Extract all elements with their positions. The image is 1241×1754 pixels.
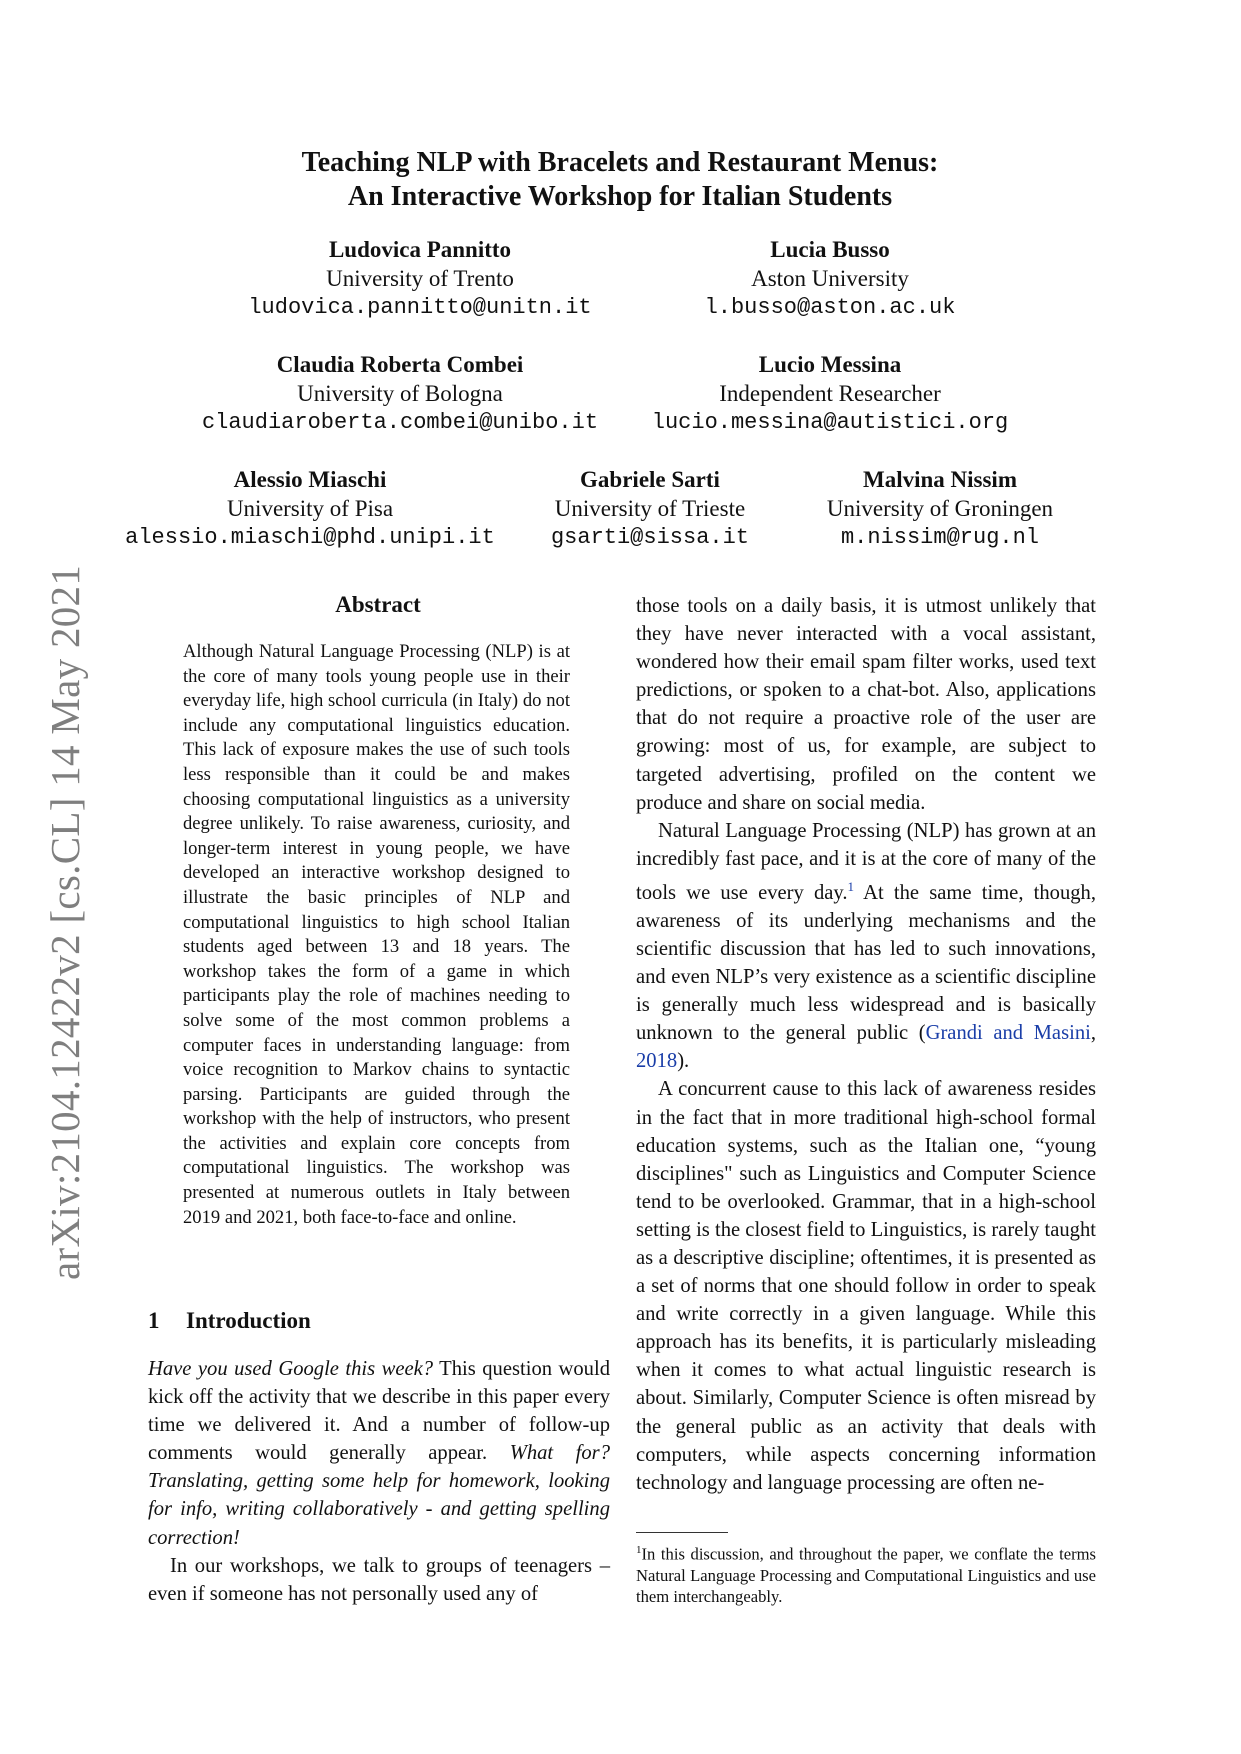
right-column-body <box>636 592 1096 1497</box>
author-affiliation: Aston University <box>751 266 909 291</box>
author-name: Gabriele Sarti <box>580 467 720 492</box>
paragraph-text: Natural Language Processing (NLP) has grown at an incredibly fast pace, and it is at the core of many of the tools we use every day. <box>636 819 1096 904</box>
section-title: Introduction <box>186 1308 311 1333</box>
author-block-7 <box>795 465 1085 552</box>
abstract-text: Although Natural Language Processing (NLP) is at the core of many tools young people use in their everyday life, high school curricula (in Italy) do not include any computational linguistics education. This lack of exposure makes the use of such tools less responsible than it could be and makes choosing computational linguistics as a university degree unlikely. To raise awareness, curiosity, and longer-term interest in young people, we have developed an interactive workshop designed to illustrate the basic principles of NLP and computational linguistics to high school Italian students aged between 13 and 18 years. The workshop takes the form of a game in which participants play the role of machines needing to solve some of the most common problems a computer faces in understanding language: from voice recognition to Markov chains to syntactic parsing. Participants are guided through the workshop with the help of instructors, who present the activities and explain core concepts from computational linguistics. The workshop was presented at numerous outlets in Italy between 2019 and 2021, both face-to-face and online. <box>183 641 570 1228</box>
author-email[interactable]: m.nissim@rug.nl <box>840 525 1040 550</box>
left-column-body <box>148 1355 610 1608</box>
intro-text: This question would kick off the activity that we describe in this paper every time we delivered it. And a number of follow-up comments would generally appear. <box>148 1358 610 1465</box>
footnote-marker[interactable]: 1 <box>847 878 855 894</box>
author-block-2 <box>650 235 1010 322</box>
section-heading <box>148 1308 311 1334</box>
author-name: Alessio Miaschi <box>233 467 387 492</box>
author-email[interactable]: lucio.messina@autistici.org <box>651 410 1009 435</box>
citation-year-link[interactable] <box>636 1050 677 1072</box>
author-name: Lucio Messina <box>758 352 902 377</box>
author-email[interactable]: gsarti@sissa.it <box>550 525 750 550</box>
intro-paragraph-3 <box>636 817 1096 1076</box>
author-email[interactable]: alessio.miaschi@phd.unipi.it <box>125 525 495 550</box>
footnote-text: In this discussion, and throughout the paper, we conflate the terms Natural Language Processing and Computational Linguistics and use them interchangeably. <box>636 1544 1096 1606</box>
intro-quote: What for? Translating, getting some help for homework, looking for info, writing collaboratively - and getting spelling correction! <box>148 1442 610 1549</box>
author-block-1 <box>180 235 660 322</box>
abstract-heading: Abstract <box>335 592 421 617</box>
arxiv-stamp: arXiv:2104.12422v2 [cs.CL] 14 May 2021 <box>42 564 88 1280</box>
footnote <box>636 1540 1096 1607</box>
title-line-1: Teaching NLP with Bracelets and Restaurant Menus: <box>301 147 939 178</box>
intro-paragraph-1 <box>148 1355 610 1552</box>
footnote-number: 1 <box>636 1544 642 1556</box>
author-affiliation: University of Bologna <box>297 381 503 406</box>
title-line-2: An Interactive Workshop for Italian Students <box>347 181 893 212</box>
author-name: Ludovica Pannitto <box>328 237 512 262</box>
author-name: Malvina Nissim <box>863 467 1017 492</box>
author-affiliation: Independent Researcher <box>719 381 941 406</box>
author-block-6 <box>520 465 780 552</box>
author-block-3 <box>160 350 640 437</box>
paper-title <box>150 146 1090 214</box>
author-name: Claudia Roberta Combei <box>276 352 524 377</box>
footnote-rule <box>636 1532 728 1533</box>
author-email[interactable]: ludovica.pannitto@unitn.it <box>248 295 592 320</box>
author-block-5 <box>70 465 550 552</box>
author-affiliation: University of Groningen <box>826 496 1054 521</box>
author-email[interactable]: claudiaroberta.combei@unibo.it <box>201 410 599 435</box>
section-number: 1 <box>148 1308 160 1333</box>
paragraph-text: At the same time, though, awareness of its underlying mechanisms and the scientific discussion that has led to such innovations, and even NLP’s very existence as a scientific discipline is generally much less widespread and is basically unknown to the general public ( <box>636 881 1097 1045</box>
intro-paragraph-2-end: those tools on a daily basis, it is utmost unlikely that they have never interacted with a vocal assistant, wondered how their email spam filter works, used text predictions, or spoken to a chat-bot. Also, applications that do not require a proactive role of the user are growing: most of us, for example, are subject to targeted advertising, profiled on the content we produce and share on social media. <box>636 595 1096 814</box>
author-affiliation: University of Pisa <box>226 496 394 521</box>
paragraph-text: ). <box>677 1050 690 1073</box>
author-email[interactable]: l.busso@aston.ac.uk <box>704 295 956 320</box>
citation-link[interactable] <box>926 1022 1091 1044</box>
intro-paragraph-4: A concurrent cause to this lack of awareness resides in the fact that in more traditional high-school formal education systems, such as the Italian one, “young disciplines" such as Linguistics and Computer Science tend to be overlooked. Grammar, that in a high-school setting is the closest field to Linguistics, is rarely taught as a descriptive discipline; oftentimes, it is presented as a set of norms that one should follow in order to speak and write correctly in a given language. While this approach has its benefits, it is particularly misleading when it comes to what actual linguistic research is about. Similarly, Computer Science is often misread by the general public as an activity that deals with computers, while aspects concerning information technology and language processing are often ne- <box>636 1078 1096 1494</box>
author-affiliation: University of Trento <box>326 266 514 291</box>
citation-author: Grandi and Masini <box>925 1022 1091 1045</box>
intro-question: Have you used Google this week? <box>148 1358 434 1380</box>
author-affiliation: University of Trieste <box>554 496 746 521</box>
author-block-4 <box>620 350 1040 437</box>
citation-separator: , <box>1090 1022 1096 1045</box>
intro-paragraph-2-start: In our workshops, we talk to groups of teenagers – even if someone has not personally used any of <box>148 1554 610 1605</box>
citation-year: 2018 <box>636 1050 678 1073</box>
author-name: Lucia Busso <box>770 237 890 262</box>
